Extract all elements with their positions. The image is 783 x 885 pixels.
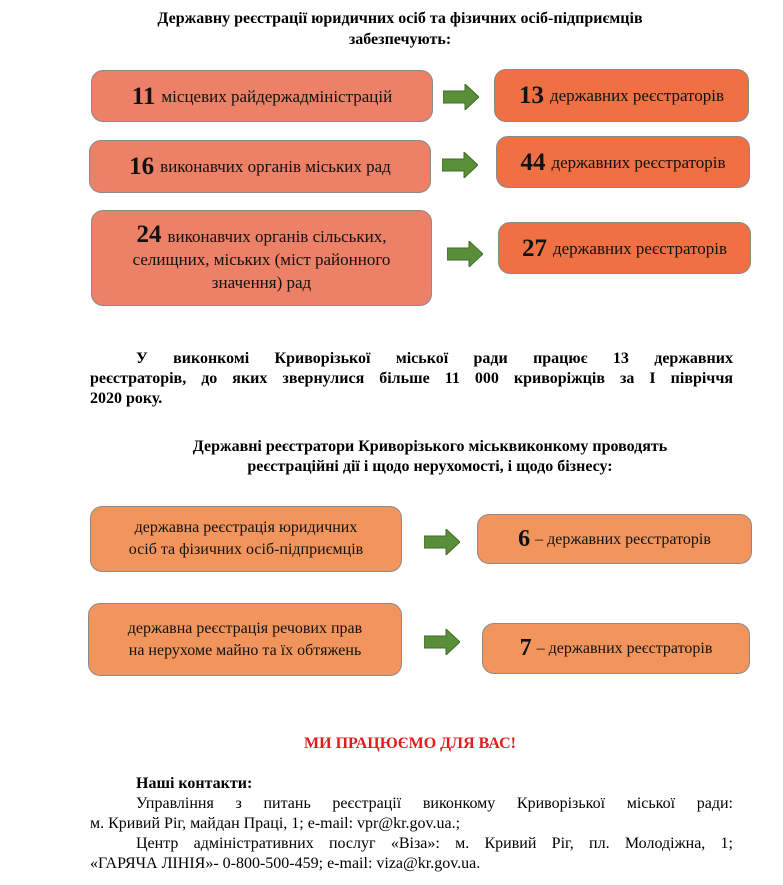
slogan: МИ ПРАЦЮЄМО ДЛЯ ВАС!	[304, 735, 516, 752]
top-heading	[100, 8, 700, 50]
box-registrars-7	[482, 623, 750, 674]
count-44: 44	[520, 148, 546, 176]
count-13: 13	[518, 82, 544, 109]
box-district-administrations	[91, 70, 433, 122]
arrow-right-icon	[442, 152, 478, 178]
contacts-line2a: Центр адміністративних послуг «Віза»: м. Кривий Ріг, пл. Молодіжна, 1;	[136, 835, 733, 852]
count-27: 27	[521, 234, 547, 262]
top-heading-line1: Державну реєстрації юридичних осіб та фізичних осіб-підприємців	[157, 10, 643, 27]
box-registrars-44	[496, 136, 750, 188]
count-11: 11	[131, 82, 156, 110]
contacts-line1a: Управління з питань реєстрації виконкому Криворізької міської ради:	[136, 795, 733, 812]
legal-entities-line-a: державна реєстрація юридичних	[134, 519, 358, 536]
contacts-line2b: «ГАРЯЧА ЛІНІЯ»- 0-800-500-459; e-mail: viza@kr.gov.ua.	[90, 855, 481, 872]
box-village-councils	[91, 210, 432, 306]
box-legal-entities-registration	[90, 506, 402, 572]
count-16: 16	[129, 153, 155, 180]
arrow-right-icon	[443, 84, 479, 110]
mid-heading-line1: Державні реєстратори Криворізького міськвиконкому проводять	[192, 438, 668, 455]
label-village-councils-a: виконавчих органів сільських,	[167, 226, 387, 246]
top-heading-line2: забезпечують:	[348, 31, 452, 48]
box-registrars-27	[498, 222, 751, 274]
box-property-rights-registration	[88, 603, 402, 676]
label-registrars-27: державних реєстраторів	[552, 238, 728, 258]
box-registrars-6	[477, 514, 752, 564]
property-rights-line-b: на нерухоме майно та їх обтяжень	[128, 641, 362, 659]
paragraph-line2: реєстраторів, до яких звернулися більше 11 000 криворіжців за І півріччя	[90, 370, 733, 387]
count-6: 6	[518, 525, 531, 552]
label-village-councils-b: селищних, міських (міст районного	[132, 249, 391, 269]
paragraph-line1: У виконкомі Криворізької міської ради працює 13 державних	[136, 350, 733, 367]
paragraph-line3: 2020 року.	[90, 390, 163, 407]
arrow-right-icon	[424, 629, 460, 655]
property-rights-line-a: державна реєстрація речових прав	[127, 619, 363, 637]
mid-heading-line2: реєстраційні дії і щодо нерухомості, і щодо бізнесу:	[247, 458, 613, 475]
label-district-administrations: місцевих райдержадміністрацій	[161, 86, 393, 106]
arrow-right-icon	[424, 529, 460, 555]
mid-heading	[100, 437, 760, 477]
label-registrars-7: – державних реєстраторів	[536, 640, 713, 657]
label-registrars-6: – державних реєстраторів	[535, 530, 711, 548]
arrow-right-icon	[447, 241, 483, 267]
contacts-title: Наші контакти:	[136, 775, 253, 792]
box-registrars-13	[494, 69, 749, 122]
label-registrars-44: державних реєстраторів	[551, 152, 726, 172]
box-city-councils	[89, 140, 431, 193]
info-paragraph	[90, 349, 733, 409]
count-24: 24	[136, 220, 162, 248]
label-registrars-13: державних реєстраторів	[549, 86, 725, 105]
label-city-councils: виконавчих органів міських рад	[160, 157, 391, 176]
count-7: 7	[519, 635, 532, 661]
legal-entities-line-b: осіб та фізичних осіб-підприємців	[128, 541, 364, 558]
label-village-councils-c: значення) рад	[211, 272, 312, 292]
contacts-block	[90, 774, 733, 874]
contacts-line1b: м. Кривий Ріг, майдан Праці, 1; e-mail: vpr@kr.gov.ua.;	[90, 815, 461, 832]
